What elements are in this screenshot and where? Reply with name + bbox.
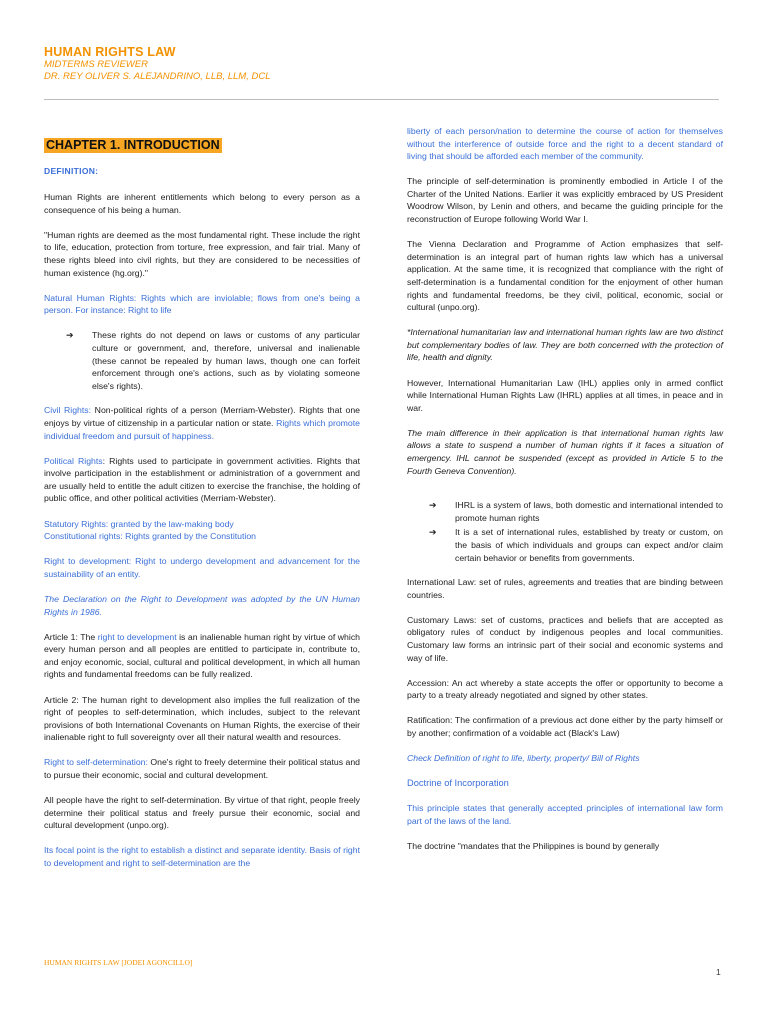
bullet-item [44, 329, 360, 392]
ratification-paragraph: Ratification: The confirmation of a previous act done either by the party himself or by another; confirmation of a voidable act (Black's Law) [407, 715, 723, 738]
document-header [44, 45, 734, 83]
arrow-bullet-icon: ➔ [429, 500, 437, 511]
article-1-label: Article 1: The [44, 631, 98, 642]
left-column [44, 138, 360, 882]
constitutional-rights: Constitutional rights: Rights granted by the Constitution [44, 531, 256, 542]
bullet-item [407, 499, 723, 524]
natural-rights-paragraph: Natural Human Rights: Rights which are inviolable; flows from one's being a person. For instance: Right to life [44, 292, 360, 316]
paragraph: Human Rights are inherent entitlements which belong to every person as a consequence of his being a human. [44, 192, 360, 215]
vienna-paragraph: The Vienna Declaration and Programme of Action emphasizes that self-determination is an integral part of human rights law which has a universal application. At the same time, it is recognized that compliance with the right of self-determination is a fundamental condition for the enjoyment of other human rights and fundamental freedoms, be they civil, political, economic, social or cultural (unpo.org). [407, 239, 723, 313]
all-people-paragraph: All people have the right to self-determination. By virtue of that right, people freely determine their political status and freely pursue their economic, social and cultural development (unpo.org). [44, 795, 360, 831]
statutory-rights: Statutory Rights: granted by the law-making body [44, 518, 234, 529]
international-law-paragraph: International Law: set of rules, agreements and treaties that are binding between countries. [407, 577, 723, 600]
principle-paragraph: The principle of self-determination is prominently embodied in Article I of the Charter of the United Nations. Earlier it was explicitly embraced by US President Woodrow Wilson, by Lenin and others, and became the guiding principle for the reconstruction of Europe following World War I. [407, 176, 723, 225]
arrow-bullet-icon: ➔ [429, 527, 437, 538]
article-1-paragraph [44, 631, 360, 681]
difference-paragraph: The main difference in their application is that international human rights law allows a state to suspend a number of human rights if it faces a situation of emergency. IHL cannot be suspended (except as provided in Article 5 to the Fourth Geneva Convention). [407, 427, 723, 476]
article-2-paragraph: Article 2: The human right to development also implies the full realization of the right of peoples to self-determination, which includes, subject to the relevant provisions of both International Covenants on Human Rights, the exercise of their inalienable right to full sovereignty over all their natural wealth and resources. [44, 694, 360, 743]
continuation-paragraph: liberty of each person/nation to determine the course of action for themselves without the interference of outside force and the right to a decent standard of living that should be afforded each member of the community. [407, 126, 723, 162]
civil-rights-blue-text: Rights which promote individual freedom and pursuit of happiness. [44, 418, 360, 441]
right-column [407, 125, 723, 865]
political-rights-label: Political Rights [44, 455, 103, 466]
article-1-blue: right to development [97, 631, 177, 642]
doctrine-paragraph: The doctrine "mandates that the Philippines is bound by generally [407, 840, 660, 851]
page-number: 1 [716, 967, 721, 977]
bullet-text: These rights do not depend on laws or customs of any particular culture or government, and, therefore, universal and inalienable (these cannot be repealed by human laws, though one can forfeit enforcement through one's actions, such as by violating someone else's rights). [92, 330, 360, 391]
customary-laws-paragraph: Customary Laws: set of customs, practices and beliefs that are accepted as obligatory rules of conduct by indigenous peoples and local communities. Customary law forms an intrinsic part of their social and economic systems and way of life. [407, 614, 723, 663]
definition-heading: DEFINITION: [44, 165, 99, 176]
arrow-bullet-icon: ➔ [66, 330, 74, 341]
rights-types-paragraph [44, 518, 360, 543]
bullet-text: It is a set of international rules, established by treaty or custom, on the basis of which individuals and groups can expect and/or claim certain behavior or benefits from governments. [455, 527, 723, 563]
civil-rights-text: Non-political rights of a person (Merriam-Webster). Rights that one enjoys by virtue of citizenship in a particular nation or state. [44, 405, 360, 428]
accession-paragraph: Accession: An act whereby a state accepts the offer or opportunity to become a party to a treaty already negotiated and signed by other states. [407, 677, 723, 701]
political-rights-text: : Rights used to participate in government activities. Rights that involve participation in the establishment or administration of a government and are usually held to entitle the adult citizen to exercise the franchise, the holding of public office, and other political activities (Merriam-Webster). [44, 455, 360, 504]
ihl-note-paragraph: *International humanitarian law and international human rights law are two distinct but complementary bodies of law. They are both concerned with the protection of life, health and dignity. [407, 327, 723, 363]
document-author: DR. REY OLIVER S. ALEJANDRINO, LLB, LLM, DCL [44, 71, 271, 82]
however-paragraph: However, International Humanitarian Law (IHL) applies only in armed conflict while International Human Rights Law (IHRL) applies at all times, in peace and in war. [407, 377, 723, 413]
header-divider [44, 99, 719, 100]
focal-point-paragraph: Its focal point is the right to establish a distinct and separate identity. Basis of right to development and right to self-determination are the [44, 845, 360, 868]
check-definition-paragraph: Check Definition of right to life, liberty, property/ Bill of Rights [407, 753, 640, 764]
political-rights-paragraph [44, 455, 360, 505]
document-subtitle: MIDTERMS REVIEWER [44, 59, 148, 70]
bullet-text: IHRL is a system of laws, both domestic and international intended to promote human rights [455, 500, 723, 523]
chapter-heading: CHAPTER 1. INTRODUCTION [46, 138, 220, 152]
document-title: HUMAN RIGHTS LAW [44, 45, 176, 59]
principle-states-paragraph: This principle states that generally accepted principles of international law form part of the laws of the land. [407, 803, 723, 826]
civil-rights-paragraph [44, 404, 360, 442]
self-determination-label: Right to self-determination: [44, 757, 148, 768]
bullet-item [407, 526, 723, 564]
civil-rights-label: Civil Rights: [44, 405, 92, 416]
self-determination-paragraph [44, 756, 360, 781]
declaration-paragraph: The Declaration on the Right to Development was adopted by the UN Human Rights in 1986. [44, 593, 360, 617]
page-footer: HUMAN RIGHTS LAW [JODEI AGONCILLO] [44, 958, 193, 967]
article-1-text: is an inalienable human right by virtue of which every human person and all peoples are entitled to participate in, contribute to, and enjoy economic, social, cultural and political development, in which all human rights and fundamental freedoms can be fully realized. [44, 631, 360, 680]
quote-paragraph: "Human rights are deemed as the most fundamental right. These include the right to life, education, protection from torture, free expression, and fair trial. Many of these rights bleed into civil rights, but they are considered to be necessities of human existence (hg.org)." [44, 229, 360, 278]
development-paragraph: Right to development: Right to undergo development and advancement for the sustainability of an entity. [44, 556, 360, 579]
self-determination-text: One's right to freely determine their political status and to pursue their economic, social and cultural development. [44, 757, 360, 780]
doctrine-incorporation-heading: Doctrine of Incorporation [407, 778, 509, 789]
